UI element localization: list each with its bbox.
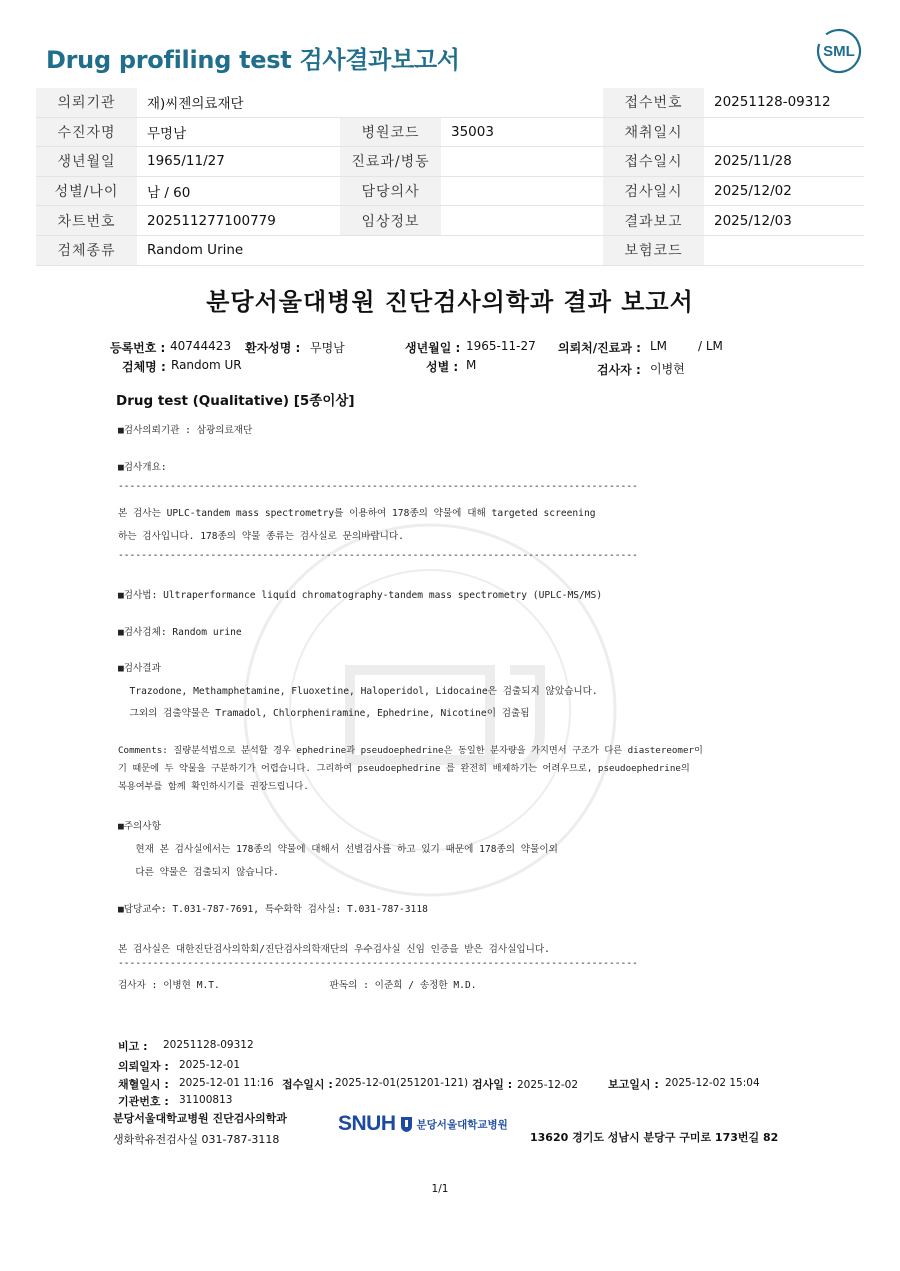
snuh-logo-name: 분당서울대학교병원: [416, 1118, 508, 1131]
dept-label: 의뢰처/진료과 :: [558, 341, 641, 355]
info-row: [36, 117, 864, 147]
body-line: 기 때문에 두 약물을 구분하기가 어렵습니다. 그리하여 pseudoephedrine 를 완전히 배제하기는 어려우므로, pseudoephedrine의: [118, 763, 690, 774]
hospital-dept: 분당서울대학교병원 진단검사의학과: [113, 1112, 287, 1125]
info-value: [340, 235, 441, 265]
specimen: Random UR: [171, 358, 242, 372]
info-label: 병원코드: [340, 117, 441, 147]
snuh-logo: [338, 1112, 508, 1136]
reg-no: 40744423: [170, 339, 232, 353]
svg-text:SML: SML: [823, 43, 855, 60]
dept: LM: [650, 339, 668, 353]
inst-no: 31100813: [179, 1094, 233, 1106]
body-line: 복용여부를 함께 확인하시기를 권장드립니다.: [118, 781, 309, 792]
receipt-label: 접수일시 :: [282, 1078, 333, 1091]
examiner-label: 검사자 :: [597, 363, 641, 377]
snuh-shield-icon: [400, 1116, 413, 1133]
dob: 1965-11-27: [466, 339, 536, 353]
patient-info-table: [36, 88, 864, 266]
report-title: 분당서울대병원 진단검사의학과 결과 보고서: [206, 288, 694, 316]
page-number: 1/1: [431, 1183, 449, 1195]
info-label: 담당의사: [340, 176, 441, 206]
body-line: ■검사법: Ultraperformance liquid chromatography-tandem mass spectrometry (UPLC-MS/MS): [118, 590, 603, 601]
body-line: 현재 본 검사실에서는 178종의 약물에 대해서 선별검사를 하고 있기 때문에 178종의 약물이외: [118, 844, 558, 855]
info-value: [441, 88, 603, 117]
divider-line: ------------------------------------------------------------------------------------------: [118, 481, 638, 492]
lab-phone: 생화학유전검사실 031-787-3118: [113, 1133, 280, 1146]
info-value: [441, 147, 603, 177]
info-label: 결과보고: [603, 206, 704, 236]
info-value: 2025/11/28: [704, 147, 864, 177]
info-row: [36, 235, 864, 265]
sex: M: [466, 358, 477, 372]
info-value: [441, 235, 603, 265]
body-line: Comments: 질량분석법으로 분석할 경우 ephedrine과 pseudoephedrine은 동일한 분자량을 가지면서 구조가 다른 diastereomer이: [118, 745, 703, 756]
body-line: ■검사결과: [118, 663, 161, 674]
report-datetime: 2025-12-02 15:04: [665, 1077, 760, 1089]
info-label: 검체종류: [36, 235, 137, 265]
info-value: 2025/12/02: [704, 176, 864, 206]
collect-datetime: 2025-12-01 11:16: [179, 1077, 274, 1089]
info-row: [36, 206, 864, 236]
info-label: 의뢰기관: [36, 88, 137, 117]
body-line: ■담당교수: T.031-787-7691, 특수화학 검사실: T.031-787-3118: [118, 904, 428, 915]
examiner: 이병현: [650, 362, 685, 376]
body-line: ■검사검체: Random urine: [118, 627, 242, 638]
info-label: 진료과/병동: [340, 147, 441, 177]
body-line: 그외의 검출약물은 Tramadol, Chlorpheniramine, Ephedrine, Nicotine이 검출됨: [118, 708, 530, 719]
info-value: Random Urine: [137, 235, 340, 265]
note: 20251128-09312: [163, 1039, 254, 1051]
reg-no-label: 등록번호 :: [110, 341, 166, 355]
info-value: 1965/11/27: [137, 147, 340, 177]
collect-label: 채혈일시 :: [118, 1078, 169, 1091]
note-label: 비고 :: [118, 1040, 148, 1053]
info-label: 수진자명: [36, 117, 137, 147]
body-line: 다른 약물은 검출되지 않습니다.: [118, 867, 279, 878]
info-label: 임상정보: [340, 206, 441, 236]
info-value: 20251128-09312: [704, 88, 864, 117]
body-line: ■검사개요:: [118, 462, 167, 473]
info-label: 성별/나이: [36, 176, 137, 206]
page-title: Drug profiling test 검사결과보고서: [46, 46, 460, 74]
report-date-label: 보고일시 :: [608, 1078, 659, 1091]
body-line: 하는 검사입니다. 178종의 약물 종류는 검사실로 문의바랍니다.: [118, 531, 404, 542]
info-label: 접수일시: [603, 147, 704, 177]
receipt-datetime: 2025-12-01(251201-121): [335, 1077, 469, 1089]
body-line: Trazodone, Methamphetamine, Fluoxetine, Haloperidol, Lidocaine은 검출되지 않았습니다.: [118, 686, 598, 697]
info-label: 채취일시: [603, 117, 704, 147]
body-line: 본 검사는 UPLC-tandem mass spectrometry를 이용하여 178종의 약물에 대해 targeted screening: [118, 508, 596, 519]
patient-label: 환자성명 :: [245, 341, 301, 355]
sex-label: 성별 :: [426, 360, 459, 374]
body-line: 본 검사실은 대한진단검사의학회/진단검사의학재단의 우수검사실 신임 인증을 받은 검사실입니다.: [118, 944, 550, 955]
divider-line: ------------------------------------------------------------------------------------------: [118, 958, 638, 969]
sml-logo: [816, 28, 862, 74]
info-row: [36, 147, 864, 177]
info-value: 2025/12/03: [704, 206, 864, 236]
signature-line: 검사자 : 이병현 M.T. 판독의 : 이준희 / 송정한 M.D.: [118, 980, 477, 991]
info-value: [340, 88, 441, 117]
specimen-label: 검체명 :: [122, 360, 166, 374]
info-value: 202511277100779: [137, 206, 340, 236]
info-label: 검사일시: [603, 176, 704, 206]
info-value: 무명남: [137, 117, 340, 147]
info-value: [704, 235, 864, 265]
patient-name: 무명남: [310, 341, 345, 355]
info-value: [704, 117, 864, 147]
test-name: Drug test (Qualitative) [5종이상]: [116, 393, 355, 409]
info-value: [441, 176, 603, 206]
info-label: 보험코드: [603, 235, 704, 265]
divider-line: ------------------------------------------------------------------------------------------: [118, 550, 638, 561]
info-label: 차트번호: [36, 206, 137, 236]
hospital-address: 13620 경기도 성남시 분당구 구미로 173번길 82: [530, 1131, 779, 1144]
info-label: 접수번호: [603, 88, 704, 117]
info-row: [36, 176, 864, 206]
info-label: 생년월일: [36, 147, 137, 177]
info-row: [36, 88, 864, 117]
test-date-label: 검사일 :: [472, 1078, 513, 1091]
dob-label: 생년월일 :: [405, 341, 461, 355]
request-date-label: 의뢰일자 :: [118, 1060, 169, 1073]
info-value: 35003: [441, 117, 603, 147]
body-line: ■검사의뢰기관 : 삼광의료재단: [118, 425, 253, 436]
request-date: 2025-12-01: [179, 1059, 241, 1071]
info-value: 남 / 60: [137, 176, 340, 206]
info-value: [441, 206, 603, 236]
snuh-logo-text: SNUH: [338, 1112, 396, 1135]
inst-no-label: 기관번호 :: [118, 1095, 169, 1108]
body-line: ■주의사항: [118, 821, 161, 832]
test-date: 2025-12-02: [517, 1079, 579, 1091]
info-value: 재)씨젠의료재단: [137, 88, 340, 117]
dept-2: / LM: [698, 339, 723, 353]
